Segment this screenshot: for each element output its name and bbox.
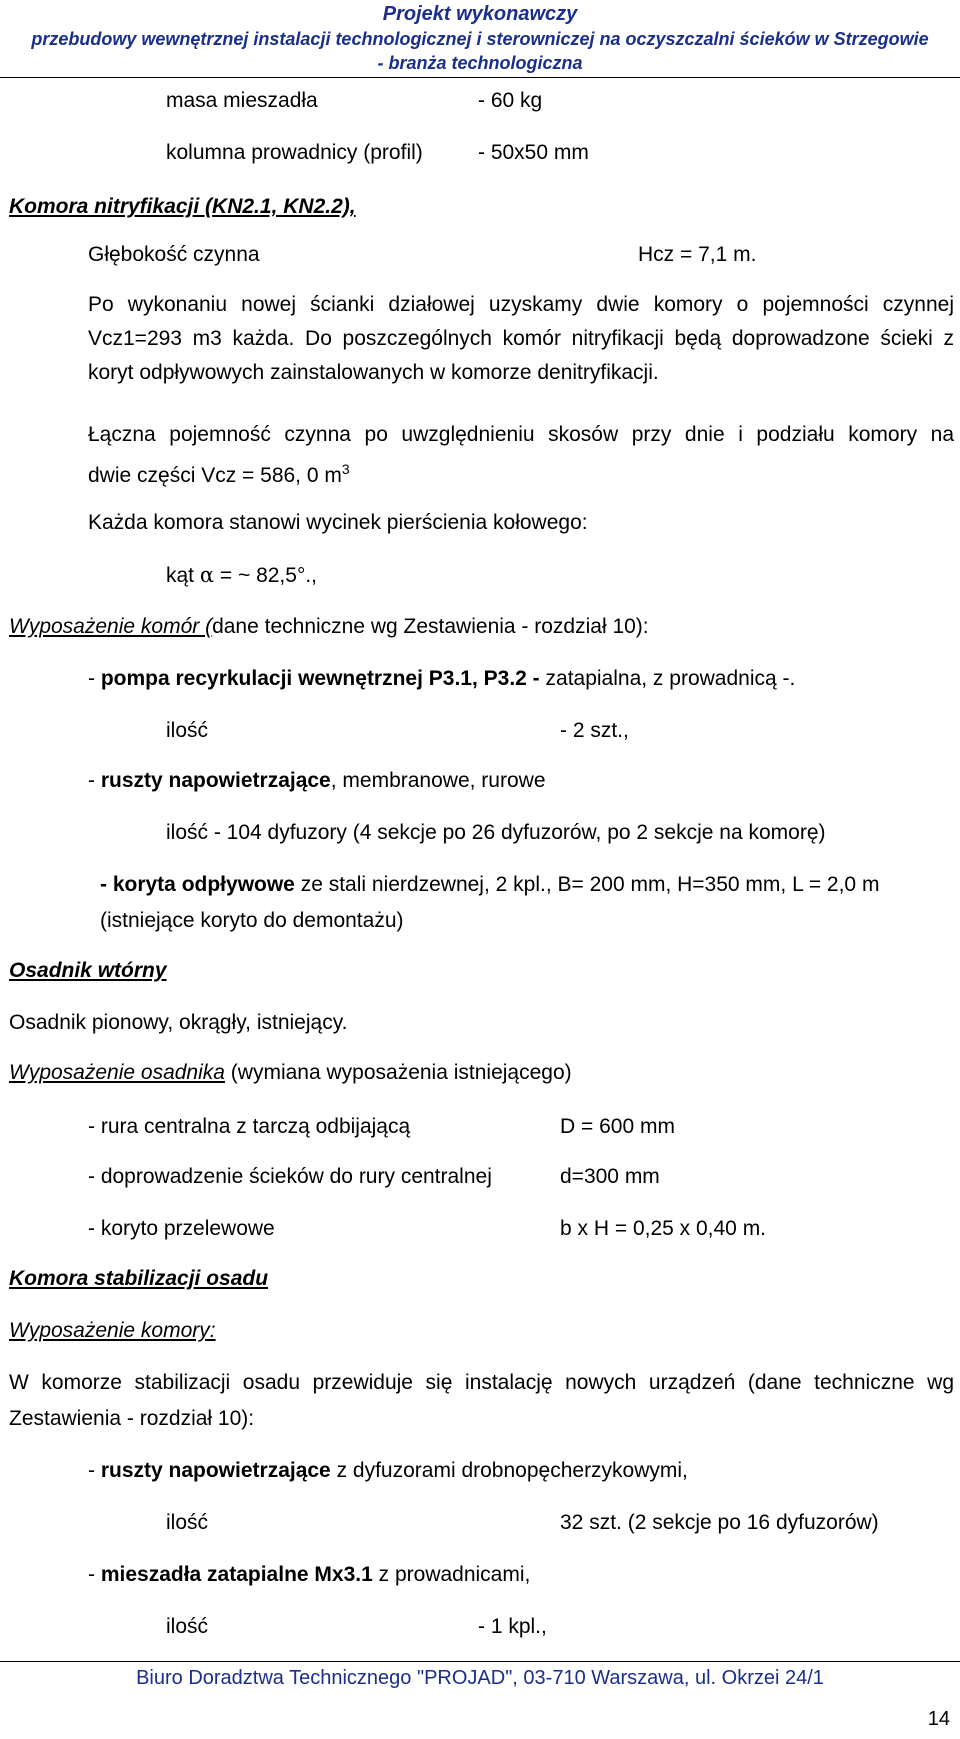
settler-item-value: d=300 mm xyxy=(560,1165,660,1188)
sector-text: Każda komora stanowi wycinek pierścienia kołowego: xyxy=(88,511,588,534)
stab-grates-qty-label: ilość xyxy=(166,1511,209,1534)
grates-line xyxy=(88,768,546,794)
trough-line xyxy=(100,872,879,898)
header-title: Projekt wykonawczy xyxy=(382,3,578,25)
nitrification-para1-line2: Vcz1=293 m3 każda. Do poszczególnych komór nitryfikacji będą doprowadzone ścieki z xyxy=(88,327,954,350)
mixer-mass-value: - 60 kg xyxy=(478,89,543,112)
alpha-symbol: α xyxy=(199,563,215,587)
stab-mixers-rest: z prowadnicami, xyxy=(372,1563,531,1586)
header-rule xyxy=(0,77,960,78)
mixer-column-label: kolumna prowadnicy (profil) xyxy=(166,141,423,164)
stabilization-para-line2: Zestawienia - rozdział 10): xyxy=(9,1407,255,1430)
nitrification-equipment-heading: Wyposażenie komór ( xyxy=(9,615,213,638)
settler-item-value: b x H = 0,25 x 0,40 m. xyxy=(560,1217,767,1240)
volume-superscript: 3 xyxy=(341,461,350,477)
page-number: 14 xyxy=(927,1708,950,1730)
stab-mixers-qty-value: - 1 kpl., xyxy=(478,1615,547,1638)
pump-dash: - xyxy=(88,667,101,690)
stab-grates-dash: - xyxy=(88,1459,101,1482)
settler-description: Osadnik pionowy, okrągły, istniejący. xyxy=(9,1011,348,1034)
volume-text: dwie części Vcz = 586, 0 m xyxy=(88,464,342,487)
angle-value: = ~ 82,5°., xyxy=(214,564,318,587)
trough-rest: ze stali nierdzewnej, 2 kpl., B= 200 mm, H=350 mm, L = 2,0 m xyxy=(294,873,880,896)
nitrification-heading: Komora nitryfikacji (KN2.1, KN2.2), xyxy=(9,195,356,218)
stab-mixers-line xyxy=(88,1562,530,1588)
stab-mixers-dash: - xyxy=(88,1563,101,1586)
mixer-column-value: - 50x50 mm xyxy=(478,141,589,164)
nitrification-para1-line3: koryt odpływowych zainstalowanych w komorze denitryfikacji. xyxy=(88,361,659,384)
pump-rest: zatapialna, z prowadnicą -. xyxy=(539,667,796,690)
grates-name: ruszty napowietrzające xyxy=(100,769,331,792)
trough-note: (istniejące koryto do demontażu) xyxy=(100,909,404,932)
angle-line xyxy=(166,562,317,589)
mixer-mass-label: masa mieszadła xyxy=(166,89,318,112)
nitrification-equipment-rest: dane techniczne wg Zestawienia - rozdział 10): xyxy=(212,615,649,638)
pump-qty-value: - 2 szt., xyxy=(560,719,629,742)
stab-grates-line xyxy=(88,1458,688,1484)
nitrification-para2-line2 xyxy=(88,456,350,489)
settler-equipment-heading: Wyposażenie osadnika xyxy=(9,1061,225,1084)
angle-prefix: kąt xyxy=(166,564,200,587)
footer-rule xyxy=(0,1661,960,1662)
footer-company: Biuro Doradztwa Technicznego "PROJAD", 03-710 Warszawa, ul. Okrzei 24/1 xyxy=(136,1667,824,1689)
stab-grates-qty-value: 32 szt. (2 sekcje po 16 dyfuzorów) xyxy=(560,1511,879,1534)
pump-qty-label: ilość xyxy=(166,719,209,742)
settler-item-label: - rura centralna z tarczą odbijającą xyxy=(88,1115,411,1138)
pump-line xyxy=(88,666,795,692)
stabilization-heading: Komora stabilizacji osadu xyxy=(9,1267,269,1290)
trough-name: - koryta odpływowe xyxy=(100,873,295,896)
settler-heading: Osadnik wtórny xyxy=(9,959,167,982)
depth-label: Głębokość czynna xyxy=(88,243,260,266)
settler-item-value: D = 600 mm xyxy=(560,1115,675,1138)
settler-equipment-line xyxy=(9,1060,572,1086)
settler-item-label: - doprowadzenie ścieków do rury centralnej xyxy=(88,1165,492,1188)
grates-dash: - xyxy=(88,769,101,792)
stab-mixers-name: mieszadła zatapialne Mx3.1 xyxy=(100,1563,373,1586)
settler-equipment-rest: (wymiana wyposażenia istniejącego) xyxy=(224,1061,572,1084)
nitrification-para2-line1: Łączna pojemność czynna po uwzględnieniu skosów przy dnie i podziału komory na xyxy=(88,423,954,446)
grates-rest: , membranowe, rurowe xyxy=(330,769,546,792)
settler-item-label: - koryto przelewowe xyxy=(88,1217,275,1240)
header-subtitle: przebudowy wewnętrznej instalacji technologicznej i sterowniczej na oczyszczalni ścieków w Strzegowie xyxy=(31,29,929,49)
grates-qty: ilość - 104 dyfuzory (4 sekcje po 26 dyfuzorów, po 2 sekcje na komorę) xyxy=(166,821,826,844)
stab-grates-name: ruszty napowietrzające xyxy=(100,1459,331,1482)
stabilization-para-line1: W komorze stabilizacji osadu przewiduje się instalację nowych urządzeń (dane techniczne wg xyxy=(9,1371,954,1394)
stab-mixers-qty-label: ilość xyxy=(166,1615,209,1638)
nitrification-para1-line1: Po wykonaniu nowej ścianki działowej uzyskamy dwie komory o pojemności czynnej xyxy=(88,293,954,316)
depth-value: Hcz = 7,1 m. xyxy=(638,243,757,266)
stabilization-equipment-heading: Wyposażenie komory: xyxy=(9,1319,216,1342)
header-branch: - branża technologiczna xyxy=(377,53,583,73)
nitrification-equipment-line xyxy=(9,614,649,640)
pump-name: pompa recyrkulacji wewnętrznej P3.1, P3.2 - xyxy=(100,667,540,690)
stab-grates-rest: z dyfuzorami drobnopęcherzykowymi, xyxy=(330,1459,688,1482)
